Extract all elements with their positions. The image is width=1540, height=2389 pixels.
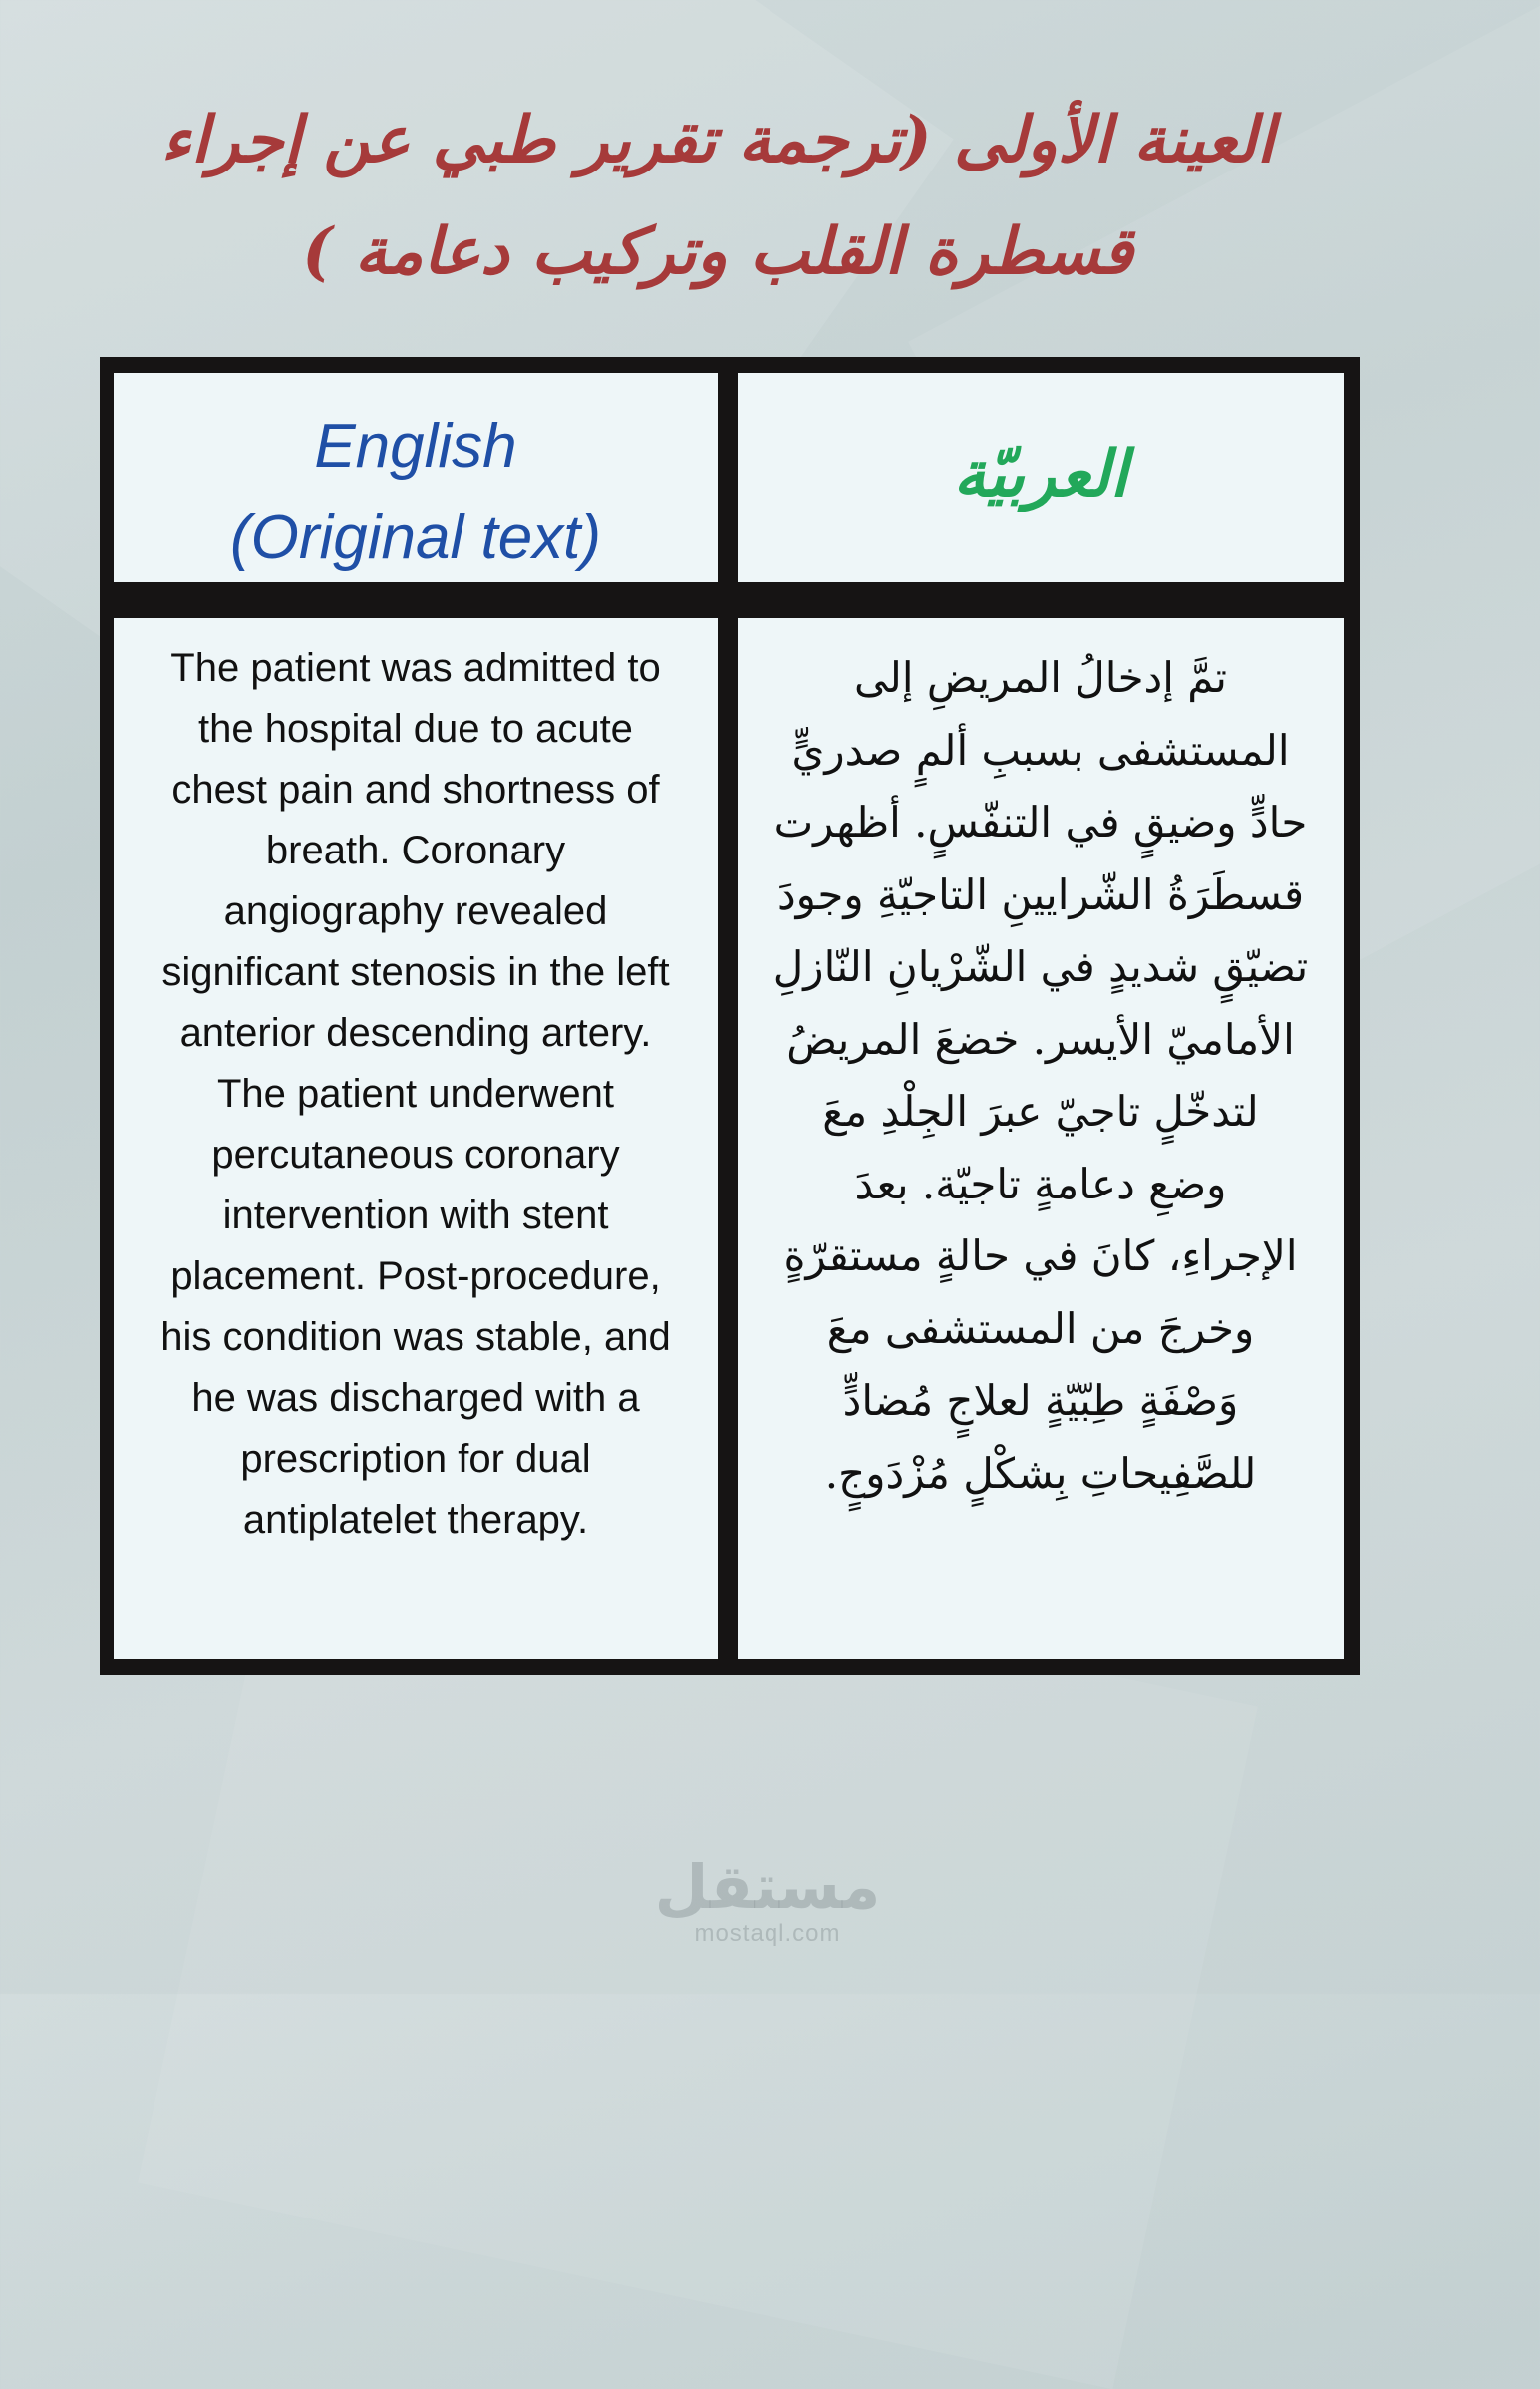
arabic-text-line: حادٍّ وضيقٍ في التنفّسٍ. أظهرت — [773, 798, 1308, 847]
english-header-title: English — [314, 412, 517, 481]
english-text-line: percutaneous coronary — [211, 1133, 620, 1177]
english-text-cell — [114, 618, 718, 1659]
english-header-cell — [114, 373, 718, 582]
english-text-line: his condition was stable, and — [160, 1315, 671, 1359]
watermark — [618, 1851, 917, 1948]
english-text-line: chest pain and shortness of — [171, 768, 660, 812]
english-text-line: The patient was admitted to — [170, 646, 661, 690]
page-title — [60, 85, 1376, 308]
watermark-url: mostaql.com — [694, 1920, 841, 1947]
english-original-text — [122, 638, 710, 1550]
english-text-line: The patient underwent — [216, 1072, 615, 1116]
english-text-line: angiography revealed — [223, 889, 608, 933]
english-header — [114, 401, 718, 584]
english-text-line: breath. Coronary — [265, 829, 566, 872]
translation-table — [100, 357, 1360, 1675]
arabic-translation-text — [756, 642, 1326, 1510]
english-text-line: the hospital due to acute — [198, 707, 633, 751]
arabic-text-line: الأماميّ الأيسر. خضعَ المريضُ — [786, 1014, 1295, 1064]
english-header-subtitle: (Original text) — [229, 504, 602, 572]
english-text-line: intervention with stent — [222, 1194, 609, 1237]
arabic-text-line: لتدخّلٍ تاجيّ عبرَ الجِلْدِ معَ — [822, 1087, 1259, 1136]
arabic-header-cell — [738, 373, 1344, 582]
arabic-text-cell — [738, 618, 1344, 1659]
english-text-line: significant stenosis in the left — [161, 950, 670, 994]
arabic-text-line: تمَّ إدخالُ المريضِ إلى — [854, 653, 1227, 702]
arabic-text-line: وَصْفَةٍ طِبّيّةٍ لعلاجٍ مُضادٍّ — [842, 1376, 1239, 1425]
arabic-text-line: وخرجَ من المستشفى معَ — [826, 1303, 1255, 1353]
arabic-header: العربيّة — [953, 437, 1128, 512]
english-text-line: prescription for dual — [240, 1437, 591, 1481]
arabic-text-line: تضيّقٍ شديدٍ في الشّرْيانِ النّازلِ — [772, 942, 1309, 991]
english-text-line: anterior descending artery. — [179, 1011, 652, 1055]
english-text-line: he was discharged with a — [191, 1376, 640, 1420]
arabic-text-line: المستشفى بسببِ ألمٍ صدريٍّ — [791, 725, 1290, 775]
arabic-text-line: للصَّفِيحاتِ بِشكْلٍ مُزْدَوجٍ. — [824, 1448, 1257, 1498]
english-text-line: antiplatelet therapy. — [242, 1498, 589, 1541]
page-title-line-2: قسطرة القلب وتركيب دعامة ) — [302, 214, 1133, 289]
english-text-line: placement. Post-procedure, — [170, 1254, 661, 1298]
arabic-text-line: وضعِ دعامةٍ تاجيّة. بعدَ — [854, 1159, 1227, 1208]
watermark-logo: مستقل — [654, 1851, 881, 1923]
arabic-text-line: الإجراءِ، كانَ في حالةٍ مستقرّةٍ — [783, 1231, 1298, 1280]
page-title-line-1: العينة الأولى (ترجمة تقرير طبي عن إجراء — [160, 103, 1275, 177]
arabic-text-line: قسطَرَةُ الشّرايينِ التاجيّةِ وجودَ — [776, 869, 1305, 919]
